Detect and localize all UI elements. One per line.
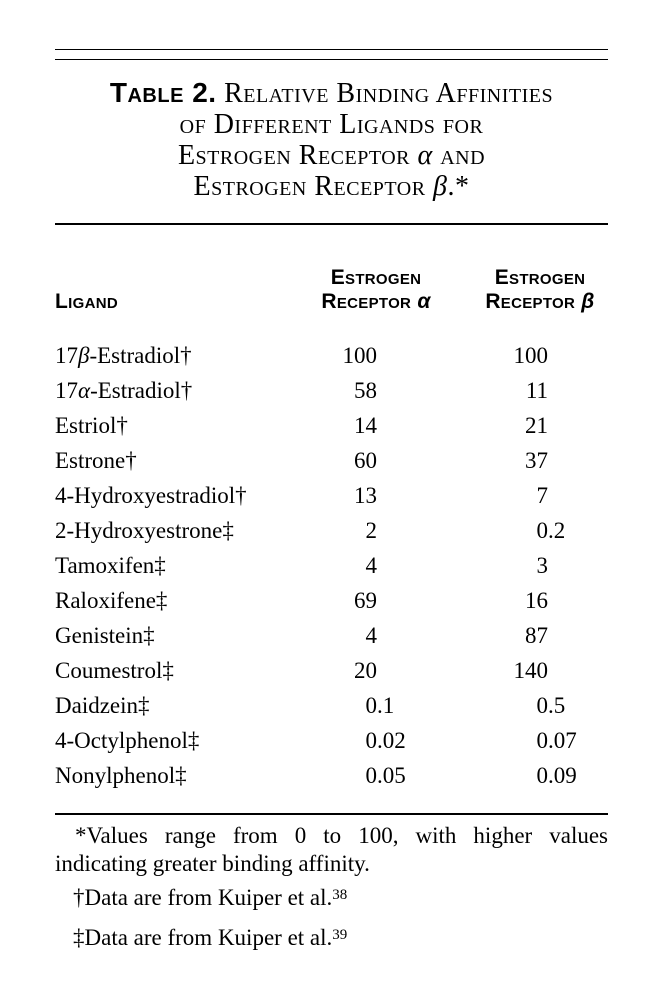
value-integer-part: 0 xyxy=(536,518,548,543)
title-segment: Estrogen Receptor xyxy=(177,139,418,171)
value-integer-part: 0 xyxy=(365,763,377,788)
er-alpha-value xyxy=(287,758,467,793)
greek-letter: α xyxy=(417,290,431,313)
value-fraction-part xyxy=(548,618,638,653)
value-integer-part: 37 xyxy=(525,448,548,473)
value-integer-part: 0 xyxy=(365,728,377,753)
table-row xyxy=(55,513,608,548)
value-integer-part: 16 xyxy=(525,588,548,613)
value-fraction-part: .1 xyxy=(377,693,395,718)
value-fraction-part xyxy=(377,618,467,653)
ligand-cell: Daidzein‡ xyxy=(55,693,150,718)
footnote-double-dagger xyxy=(55,924,608,952)
title-line xyxy=(55,109,608,140)
greek-letter: β xyxy=(78,343,90,368)
title-segment: of Different Ligands for xyxy=(179,108,484,140)
ligand-cell: Raloxifene‡ xyxy=(55,588,168,613)
table-row xyxy=(55,548,608,583)
value-integer-part: 0 xyxy=(536,693,548,718)
table-title xyxy=(55,77,608,202)
ligand-cell: Tamoxifen‡ xyxy=(55,553,166,578)
value-integer-part: 60 xyxy=(354,448,377,473)
value-integer-part: 0 xyxy=(365,693,377,718)
value-fraction-part xyxy=(377,513,467,548)
table-row xyxy=(55,758,608,793)
ligand-cell: 2-Hydroxyestrone‡ xyxy=(55,518,234,543)
ligand-cell: Coumestrol‡ xyxy=(55,658,174,683)
value-fraction-part xyxy=(548,338,638,373)
table-row xyxy=(55,688,608,723)
header-segment: Receptor xyxy=(321,290,418,313)
value-fraction-part xyxy=(377,478,467,513)
footnote-dagger xyxy=(55,884,608,912)
value-fraction-part xyxy=(377,443,467,478)
er-alpha-value xyxy=(287,723,467,758)
er-alpha-value xyxy=(287,373,467,408)
er-alpha-value xyxy=(287,443,467,478)
ligand-cell: Estrone† xyxy=(55,448,137,473)
value-integer-part: 2 xyxy=(365,518,377,543)
value-fraction-part xyxy=(377,373,467,408)
footnote-star-line-2: indicating greater binding affinity. xyxy=(55,851,370,876)
value-integer-part: 7 xyxy=(536,483,548,508)
er-beta-value xyxy=(458,338,638,373)
table-row xyxy=(55,583,608,618)
greek-letter: β xyxy=(433,170,448,202)
value-integer-part: 13 xyxy=(354,483,377,508)
value-integer-part: 11 xyxy=(525,378,548,403)
header-line xyxy=(450,290,630,314)
value-integer-part: 100 xyxy=(513,343,548,368)
value-fraction-part: .09 xyxy=(548,763,577,788)
header-line xyxy=(450,266,630,290)
body-bottom-rule xyxy=(55,813,608,815)
er-alpha-value xyxy=(287,408,467,443)
title-segment: Relative Binding Affinities xyxy=(216,77,554,109)
er-beta-value xyxy=(458,478,638,513)
top-rule-outer xyxy=(55,49,608,51)
table-row xyxy=(55,618,608,653)
value-fraction-part xyxy=(548,408,638,443)
er-alpha-value xyxy=(287,338,467,373)
greek-letter: α xyxy=(78,378,91,403)
value-fraction-part xyxy=(548,548,638,583)
ligand-cell: 4-Hydroxyestradiol† xyxy=(55,483,247,508)
table-row xyxy=(55,373,608,408)
header-segment: Estrogen xyxy=(330,266,422,289)
er-beta-value xyxy=(458,548,638,583)
value-integer-part: 4 xyxy=(365,623,377,648)
er-alpha-value xyxy=(287,688,467,723)
er-alpha-value xyxy=(287,513,467,548)
title-separator-rule xyxy=(55,223,608,225)
header-line xyxy=(286,290,466,314)
ligand-cell: 17α-Estradiol† xyxy=(55,378,193,403)
title-segment: Estrogen Receptor xyxy=(193,170,434,202)
er-alpha-value xyxy=(287,618,467,653)
value-fraction-part: .5 xyxy=(548,693,566,718)
value-integer-part: 100 xyxy=(342,343,377,368)
ligand-cell: Nonylphenol‡ xyxy=(55,763,187,788)
column-header-er-beta xyxy=(450,266,630,314)
table-body xyxy=(55,338,608,793)
greek-letter: β xyxy=(581,290,595,313)
value-fraction-part: .2 xyxy=(548,518,566,543)
value-integer-part: 14 xyxy=(354,413,377,438)
table-row xyxy=(55,478,608,513)
title-line xyxy=(55,171,608,202)
value-integer-part: 58 xyxy=(354,378,377,403)
greek-letter: α xyxy=(417,139,433,171)
column-header-ligand: Ligand xyxy=(55,290,118,313)
er-beta-value xyxy=(458,513,638,548)
value-integer-part: 0 xyxy=(536,728,548,753)
er-alpha-value xyxy=(287,548,467,583)
reference-superscript: 39 xyxy=(332,927,348,943)
header-segment: Receptor xyxy=(485,290,582,313)
value-fraction-part: .02 xyxy=(377,728,406,753)
ligand-cell: 17β-Estradiol† xyxy=(55,343,192,368)
footnote-star-line-1: *Values range from 0 to 100, with higher values xyxy=(75,823,608,848)
title-segment: .* xyxy=(447,170,470,202)
table-header-row xyxy=(55,266,608,326)
value-fraction-part xyxy=(548,443,638,478)
value-fraction-part xyxy=(548,653,638,688)
value-fraction-part xyxy=(377,338,467,373)
value-fraction-part xyxy=(548,373,638,408)
table-row xyxy=(55,443,608,478)
ligand-cell: Estriol† xyxy=(55,413,128,438)
value-fraction-part xyxy=(377,583,467,618)
value-integer-part: 87 xyxy=(525,623,548,648)
header-line xyxy=(286,266,466,290)
title-line xyxy=(55,140,608,171)
value-fraction-part xyxy=(548,583,638,618)
header-segment: Estrogen xyxy=(494,266,586,289)
value-fraction-part xyxy=(548,478,638,513)
title-segment: and xyxy=(432,139,486,171)
table-row xyxy=(55,408,608,443)
table-row xyxy=(55,653,608,688)
table-row xyxy=(55,338,608,373)
er-beta-value xyxy=(458,618,638,653)
value-fraction-part xyxy=(377,548,467,583)
value-integer-part: 20 xyxy=(354,658,377,683)
footnote-double-dagger-text: ‡Data are from Kuiper et al. xyxy=(73,925,333,950)
ligand-cell: Genistein‡ xyxy=(55,623,155,648)
er-beta-value xyxy=(458,688,638,723)
er-beta-value xyxy=(458,653,638,688)
title-line xyxy=(55,77,608,109)
value-integer-part: 21 xyxy=(525,413,548,438)
footnote-star xyxy=(55,822,608,878)
footnote-dagger-text: †Data are from Kuiper et al. xyxy=(73,885,333,910)
reference-superscript: 38 xyxy=(332,887,348,903)
value-fraction-part xyxy=(377,408,467,443)
value-fraction-part: .05 xyxy=(377,763,406,788)
value-integer-part: 69 xyxy=(354,588,377,613)
value-integer-part: 140 xyxy=(513,658,548,683)
er-beta-value xyxy=(458,583,638,618)
value-integer-part: 0 xyxy=(536,763,548,788)
er-alpha-value xyxy=(287,583,467,618)
value-fraction-part xyxy=(377,653,467,688)
er-beta-value xyxy=(458,373,638,408)
value-integer-part: 3 xyxy=(536,553,548,578)
top-rule-inner xyxy=(55,59,608,61)
table-row xyxy=(55,723,608,758)
ligand-cell: 4-Octylphenol‡ xyxy=(55,728,200,753)
er-beta-value xyxy=(458,758,638,793)
er-beta-value xyxy=(458,408,638,443)
er-beta-value xyxy=(458,443,638,478)
value-integer-part: 4 xyxy=(365,553,377,578)
er-alpha-value xyxy=(287,653,467,688)
title-segment: Table 2. xyxy=(109,76,217,108)
value-fraction-part: .07 xyxy=(548,728,577,753)
er-alpha-value xyxy=(287,478,467,513)
er-beta-value xyxy=(458,723,638,758)
column-header-er-alpha xyxy=(286,266,466,314)
